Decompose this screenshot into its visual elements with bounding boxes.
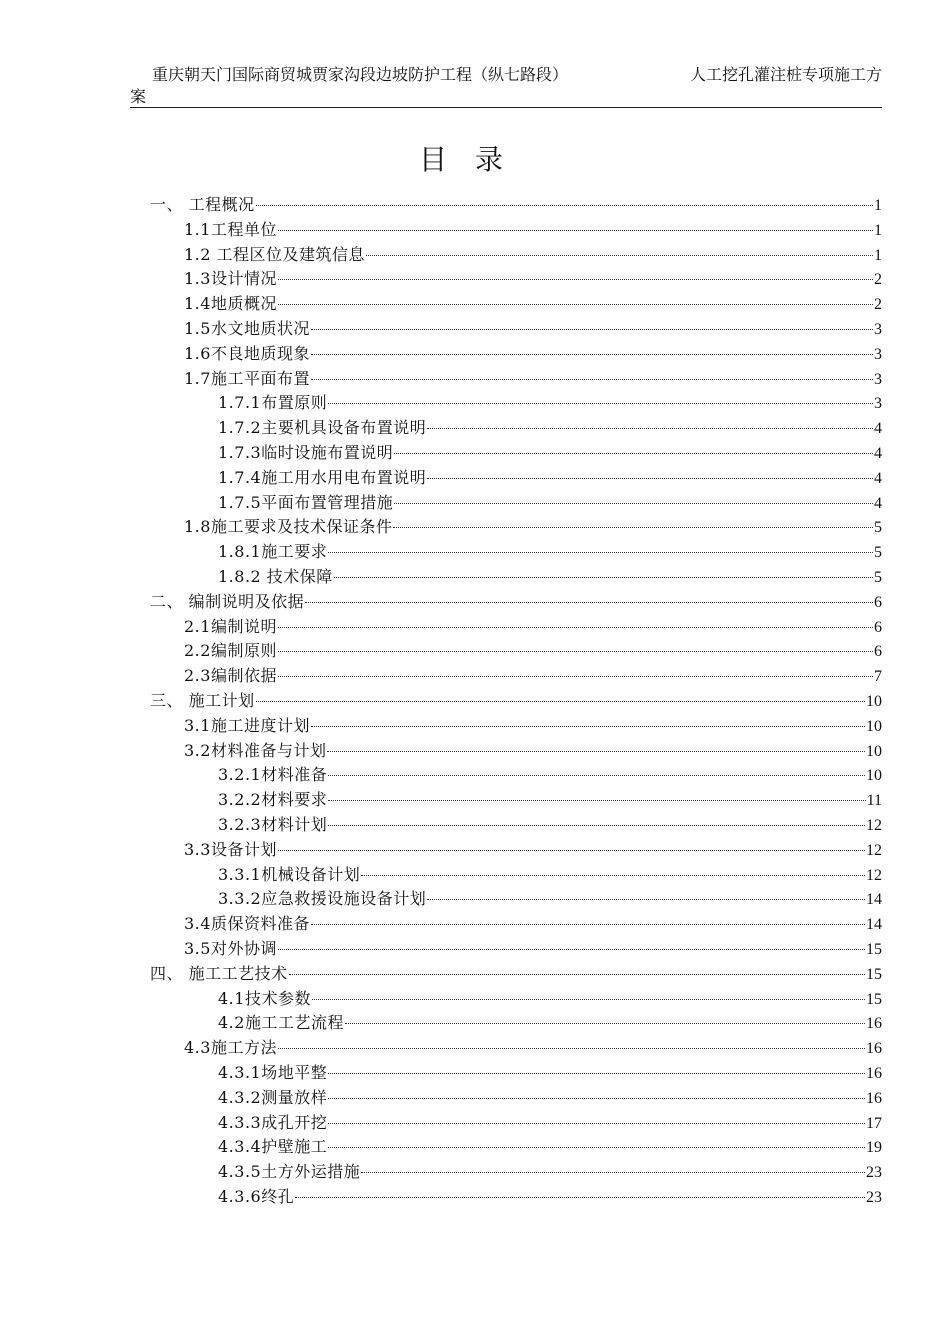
toc-dot-leader [361, 875, 865, 876]
toc-entry[interactable] [218, 391, 882, 415]
toc-entry[interactable] [184, 937, 882, 961]
toc-entry-page-number: 12 [866, 866, 882, 884]
toc-dot-leader [311, 726, 865, 727]
toc-entry-label: 3.4质保资料准备 [184, 914, 310, 934]
toc-entry[interactable] [218, 887, 882, 911]
toc-dot-leader [427, 899, 865, 900]
toc-entry-label: 三、 施工计划 [150, 691, 255, 710]
toc-entry-page-number: 16 [866, 1015, 882, 1033]
toc-entry-label: 1.8施工要求及技术保证条件 [184, 517, 393, 537]
toc-entry-page-number: 3 [874, 395, 882, 413]
toc-dot-leader [278, 676, 873, 677]
toc-entry[interactable] [184, 664, 882, 688]
toc-entry-label: 4.3.2测量放样 [218, 1087, 328, 1107]
toc-entry-label: 4.3.4护壁施工 [218, 1137, 328, 1157]
toc-entry[interactable] [150, 193, 882, 217]
toc-entry[interactable] [218, 1160, 882, 1184]
toc-entry[interactable] [184, 912, 882, 936]
page-header [130, 64, 882, 106]
toc-dot-leader [311, 924, 865, 925]
toc-entry[interactable] [184, 218, 882, 242]
toc-entry[interactable] [218, 987, 882, 1011]
toc-dot-leader [278, 627, 873, 628]
toc-entry[interactable] [218, 1185, 882, 1209]
toc-entry[interactable] [218, 416, 882, 440]
toc-dot-leader [311, 329, 873, 330]
toc-dot-leader [328, 1147, 865, 1148]
toc-entry-page-number: 10 [866, 742, 882, 760]
toc-entry-label: 1.5水文地质状况 [184, 319, 310, 338]
toc-dot-leader [345, 1023, 865, 1024]
toc-entry[interactable] [184, 714, 882, 738]
toc-entry-label: 2.2编制原则 [184, 641, 277, 661]
toc-entry-label: 1.8.1施工要求 [218, 542, 328, 562]
toc-entry-label: 四、 施工工艺技术 [150, 963, 288, 983]
toc-dot-leader [278, 230, 873, 231]
toc-entry[interactable] [218, 813, 882, 837]
toc-entry-label: 3.1施工进度计划 [184, 715, 310, 735]
toc-entry[interactable] [218, 1011, 882, 1035]
toc-dot-leader [427, 478, 873, 479]
toc-entry[interactable] [184, 317, 882, 341]
toc-entry[interactable] [218, 1135, 882, 1159]
header-title-wrap: 案 [130, 87, 147, 106]
toc-entry-page-number: 1 [874, 246, 882, 264]
toc-entry[interactable] [218, 1061, 882, 1085]
header-divider [130, 107, 882, 108]
toc-entry[interactable] [218, 565, 882, 589]
toc-dot-leader [256, 701, 865, 702]
toc-entry-label: 3.2材料准备与计划 [184, 740, 327, 760]
toc-entry[interactable] [184, 739, 882, 763]
toc-entry[interactable] [218, 466, 882, 490]
toc-entry-label: 1.7.3临时设施布置说明 [218, 443, 394, 462]
toc-entry[interactable] [184, 243, 882, 267]
toc-dot-leader [311, 354, 873, 355]
toc-entry-page-number: 3 [874, 345, 882, 363]
toc-entry-page-number: 14 [866, 891, 882, 909]
header-project-title: 重庆朝天门国际商贸城贾家沟段边坡防护工程（纵七路段） [152, 65, 569, 84]
toc-entry-label: 3.2.2材料要求 [218, 790, 328, 810]
toc-entry-label: 4.3.5土方外运措施 [218, 1162, 361, 1182]
toc-dot-leader [289, 974, 865, 975]
toc-entry[interactable] [218, 491, 882, 515]
toc-entry-page-number: 5 [874, 544, 882, 562]
toc-entry-page-number: 16 [866, 1089, 882, 1107]
toc-entry-label: 3.3.1机械设备计划 [218, 864, 361, 884]
toc-entry-page-number: 5 [874, 519, 882, 537]
toc-entry-page-number: 12 [866, 841, 882, 859]
toc-entry-label: 3.5对外协调 [184, 939, 277, 958]
toc-dot-leader [328, 1098, 865, 1099]
toc-entry-label: 1.6不良地质现象 [184, 343, 310, 363]
toc-entry-page-number: 10 [866, 693, 882, 710]
toc-entry[interactable] [184, 1036, 882, 1060]
toc-dot-leader [328, 403, 873, 404]
toc-dot-leader [427, 428, 873, 429]
toc-dot-leader [295, 1197, 865, 1198]
toc-dot-leader [305, 602, 873, 603]
toc-dot-leader [328, 1123, 865, 1124]
toc-entry[interactable] [218, 1111, 882, 1135]
toc-entry[interactable] [184, 515, 882, 539]
toc-entry-page-number: 7 [874, 668, 882, 686]
toc-entry[interactable] [184, 639, 882, 663]
toc-entry[interactable] [150, 689, 882, 713]
toc-entry[interactable] [184, 838, 882, 862]
toc-entry-page-number: 1 [874, 197, 882, 214]
toc-dot-leader [394, 453, 873, 454]
toc-dot-leader [328, 552, 873, 553]
toc-entry-page-number: 4 [874, 494, 882, 512]
toc-entry-page-number: 6 [874, 643, 882, 661]
toc-entry[interactable] [218, 441, 882, 465]
toc-entry-label: 3.3.2应急救援设施设备计划 [218, 889, 427, 909]
toc-entry-page-number: 17 [866, 1114, 882, 1132]
toc-entry-page-number: 16 [866, 1065, 882, 1082]
toc-entry-page-number: 15 [866, 965, 882, 983]
toc-entry-label: 1.8.2 技术保障 [218, 567, 333, 586]
toc-entry[interactable] [218, 763, 882, 787]
toc-title: 目录 [418, 143, 531, 176]
toc-entry-label: 2.3编制依据 [184, 666, 277, 686]
toc-entry-label: 4.3施工方法 [184, 1038, 277, 1058]
toc-entry-page-number: 3 [874, 370, 882, 388]
toc-entry-label: 1.1工程单位 [184, 219, 277, 239]
toc-dot-leader [278, 651, 873, 652]
toc-entry-label: 1.7.2主要机具设备布置说明 [218, 418, 427, 438]
toc-entry-page-number: 11 [866, 792, 882, 810]
toc-entry-page-number: 10 [866, 717, 882, 735]
toc-entry-page-number: 2 [874, 271, 882, 289]
toc-entry-label: 1.2 工程区位及建筑信息 [184, 244, 366, 264]
toc-entry-page-number: 10 [866, 767, 882, 785]
toc-entry-page-number: 4 [874, 469, 882, 487]
toc-dot-leader [278, 279, 873, 280]
toc-entry[interactable] [218, 863, 882, 887]
toc-dot-leader [328, 775, 865, 776]
toc-entry[interactable] [184, 267, 882, 291]
toc-entry-page-number: 1 [874, 221, 882, 239]
toc-dot-leader [361, 1172, 865, 1173]
toc-entry[interactable] [184, 367, 882, 391]
toc-entry-label: 2.1编制说明 [184, 616, 277, 636]
toc-entry-label: 4.3.1场地平整 [218, 1063, 328, 1082]
toc-entry-page-number: 6 [874, 618, 882, 636]
toc-dot-leader [334, 577, 873, 578]
toc-dot-leader [311, 379, 873, 380]
toc-entry-label: 4.1技术参数 [218, 988, 311, 1008]
toc-entry-label: 1.7.5平面布置管理措施 [218, 492, 394, 512]
toc-entry-page-number: 15 [866, 990, 882, 1008]
toc-entry[interactable] [184, 342, 882, 366]
toc-dot-leader [394, 503, 873, 504]
toc-entry-label: 4.3.6终孔 [218, 1187, 295, 1206]
toc-entry[interactable] [218, 788, 882, 812]
toc-entry-label: 3.3设备计划 [184, 839, 277, 859]
toc-entry-page-number: 3 [874, 321, 882, 338]
toc-dot-leader [278, 304, 873, 305]
toc-entry-page-number: 12 [866, 817, 882, 834]
toc-entry-page-number: 4 [874, 445, 882, 462]
toc-entry[interactable] [184, 292, 882, 316]
toc-entry-page-number: 14 [866, 916, 882, 934]
header-document-title: 人工挖孔灌注桩专项施工方 [689, 65, 882, 84]
toc-entry-page-number: 4 [874, 420, 882, 438]
toc-entry-label: 4.2施工工艺流程 [218, 1013, 344, 1033]
toc-entry-page-number: 19 [866, 1139, 882, 1157]
toc-dot-leader [312, 999, 865, 1000]
toc-dot-leader [278, 1048, 865, 1049]
toc-dot-leader [328, 800, 865, 801]
toc-dot-leader [328, 825, 865, 826]
toc-entry-label: 3.2.1材料准备 [218, 765, 328, 785]
toc-entry-label: 1.7.4施工用水用电布置说明 [218, 467, 427, 487]
toc-dot-leader [327, 751, 865, 752]
toc-entry-label: 1.7施工平面布置 [184, 368, 310, 388]
toc-entry-page-number: 5 [874, 569, 882, 586]
toc-entry[interactable] [184, 615, 882, 639]
toc-dot-leader [393, 527, 873, 528]
toc-entry[interactable] [218, 1086, 882, 1110]
toc-entry-label: 1.3设计情况 [184, 269, 277, 289]
toc-entry-label: 二、 编制说明及依据 [150, 591, 305, 611]
toc-entry-label: 1.7.1布置原则 [218, 393, 328, 413]
toc-entry-page-number: 23 [866, 1164, 882, 1182]
toc-entry-label: 一、 工程概况 [150, 195, 255, 214]
toc-entry-page-number: 16 [866, 1040, 882, 1058]
toc-dot-leader [278, 850, 865, 851]
toc-entry-label: 4.3.3成孔开挖 [218, 1112, 328, 1132]
toc-dot-leader [256, 205, 873, 206]
toc-entry[interactable] [218, 540, 882, 564]
toc-dot-leader [366, 255, 873, 256]
toc-entry[interactable] [150, 962, 882, 986]
toc-dot-leader [278, 949, 865, 950]
toc-entry-page-number: 15 [866, 941, 882, 958]
toc-entry-page-number: 2 [874, 296, 882, 314]
toc-entry[interactable] [150, 590, 882, 614]
toc-entry-page-number: 6 [874, 593, 882, 611]
toc-entry-label: 3.2.3材料计划 [218, 815, 328, 834]
toc-entry-page-number: 23 [866, 1189, 882, 1206]
toc-entry-label: 1.4地质概况 [184, 294, 277, 314]
toc-dot-leader [328, 1073, 865, 1074]
